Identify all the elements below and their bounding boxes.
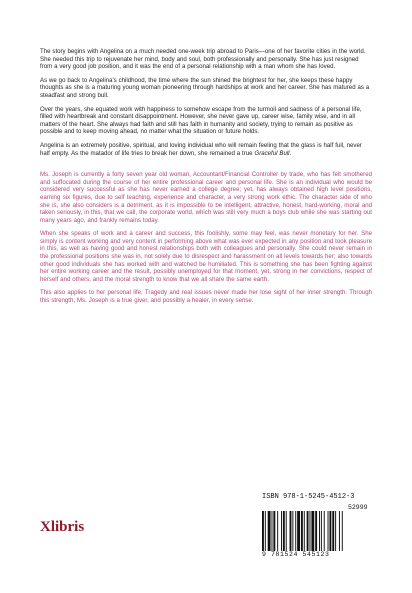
barcode-bar	[315, 511, 317, 551]
author-bio-block	[40, 171, 372, 305]
author-bio-paragraph-1: Ms. Joseph is currently a forty seven year old woman, Accountant/Financial Controller by trade, who has felt smothered and suffocated during the course of her entire professional career and personal life. She is an individual who would be considered very successful as she has never earned a college degree; yet, has always obtained high level positions, earning six figures, due to self teaching, experience and character, a very strong work ethic. The character side of who she is, she also considers is a detriment, as it is impossible to be intelligent, attractive, honest, hard-working, moral and taken seriously, in this, that we call, the corporate world, which was still very much a boys club while she was starting out many years ago, and frankly remains today.	[40, 171, 372, 224]
book-title-emphasis: Graceful Bull	[254, 149, 290, 157]
barcode-bar	[277, 511, 278, 551]
barcode-digits: 9 781524 545123	[262, 551, 330, 558]
barcode-bar	[332, 511, 334, 551]
synopsis-paragraph-3: Over the years, she equated work with happiness to somehow escape from the turmoil and sadness of a personal life, filled with heartbreak and constant disappointment. However, she never gave up, career wise, family wise, and in all matters of the heart. She always had faith and still has faith in humanity and society, trying to remain as positive as possible and to keep moving ahead, no matter what the situation or future holds.	[40, 105, 362, 136]
barcode-bar	[268, 511, 271, 551]
synopsis-block	[40, 48, 372, 157]
synopsis-paragraph-4-end: .	[289, 149, 292, 157]
synopsis-paragraph-1: The story begins with Angelina on a much needed one-week trip abroad to Paris—one of her favorite cities in the world. She needed this trip to rejuvenate her mind, body and soul, both professionally and personally. She has just resigned from a very good job position, and it was the end of a personal relationship with a man whom she has loved.	[40, 48, 366, 71]
barcode-bar	[281, 511, 282, 551]
synopsis-paragraph-4	[40, 142, 372, 157]
publisher-logo-text: Xlibris	[40, 519, 85, 535]
barcode-bar	[339, 511, 340, 551]
barcode-bar	[342, 511, 343, 551]
barcode-bar	[295, 511, 296, 551]
barcode-bar	[311, 511, 314, 551]
barcode-bar	[283, 511, 285, 551]
barcode-bar	[304, 511, 305, 551]
author-bio-paragraph-3: This also applies to her personal life. Tragedy and real issues never made her lose sight of her inner strength. Through this strength, Ms. Joseph is a true giver, and possibly a healer, in every sense.	[40, 289, 372, 305]
barcode-bar	[262, 511, 264, 551]
synopsis-paragraph-2: As we go back to Angelina's childhood, the time where the sun shined the brightest for her, she keeps these happy thoughts as she is a maturing young woman pioneering through hardships at work and her career. She has matured as a steadfast and strong bull.	[40, 76, 370, 99]
synopsis-paragraph-4-text: Angelina is an extremely positive, spiritual, and loving individual who will remain feeling that the glass is half full, never half empty. As the matador of life tries to break her down, she remained a true	[40, 141, 362, 157]
barcode-bar	[335, 511, 336, 551]
barcode-bar	[272, 511, 273, 551]
barcode-bar	[301, 511, 303, 551]
barcode-bar	[328, 511, 329, 551]
barcode-bar	[319, 511, 320, 551]
barcode-bar	[292, 511, 293, 551]
barcode-bar	[286, 511, 287, 551]
barcode-bar	[310, 511, 311, 551]
publisher-logo	[40, 519, 84, 536]
barcode-bar	[273, 511, 275, 551]
barcode-bars	[262, 511, 370, 551]
barcode-bar	[324, 511, 325, 551]
barcode-bar	[329, 511, 331, 551]
author-bio-paragraph-2: When she speaks of work and a career and success, this foolishly, some may feel, was never monetary for her. She simply is content working and very content in performing above what was ever expected in any position and took pleasure in this, as well as having good and honest relationships both with colleagues and personally. She could never remain in the professional positions she was in, not solely due to disrespect and harassment on all levels towards her; also towards other good individuals she has worked with and watched be humiliated. This is something she has been fighting against her entire working career and the result, possibly unemployed for that moment, yet, strong in her convictions, respect of herself and others, and the moral strength to know that we all share the same earth.	[40, 230, 372, 283]
barcode-bar	[290, 511, 292, 551]
barcode-bar	[321, 511, 322, 551]
isbn-text: ISBN 978-1-5245-4512-3	[262, 493, 355, 501]
barcode-bar	[265, 511, 266, 551]
isbn-barcode	[262, 493, 370, 563]
price-code: 52999	[348, 504, 368, 511]
barcode-bar	[307, 511, 309, 551]
barcode-bar	[297, 511, 300, 551]
